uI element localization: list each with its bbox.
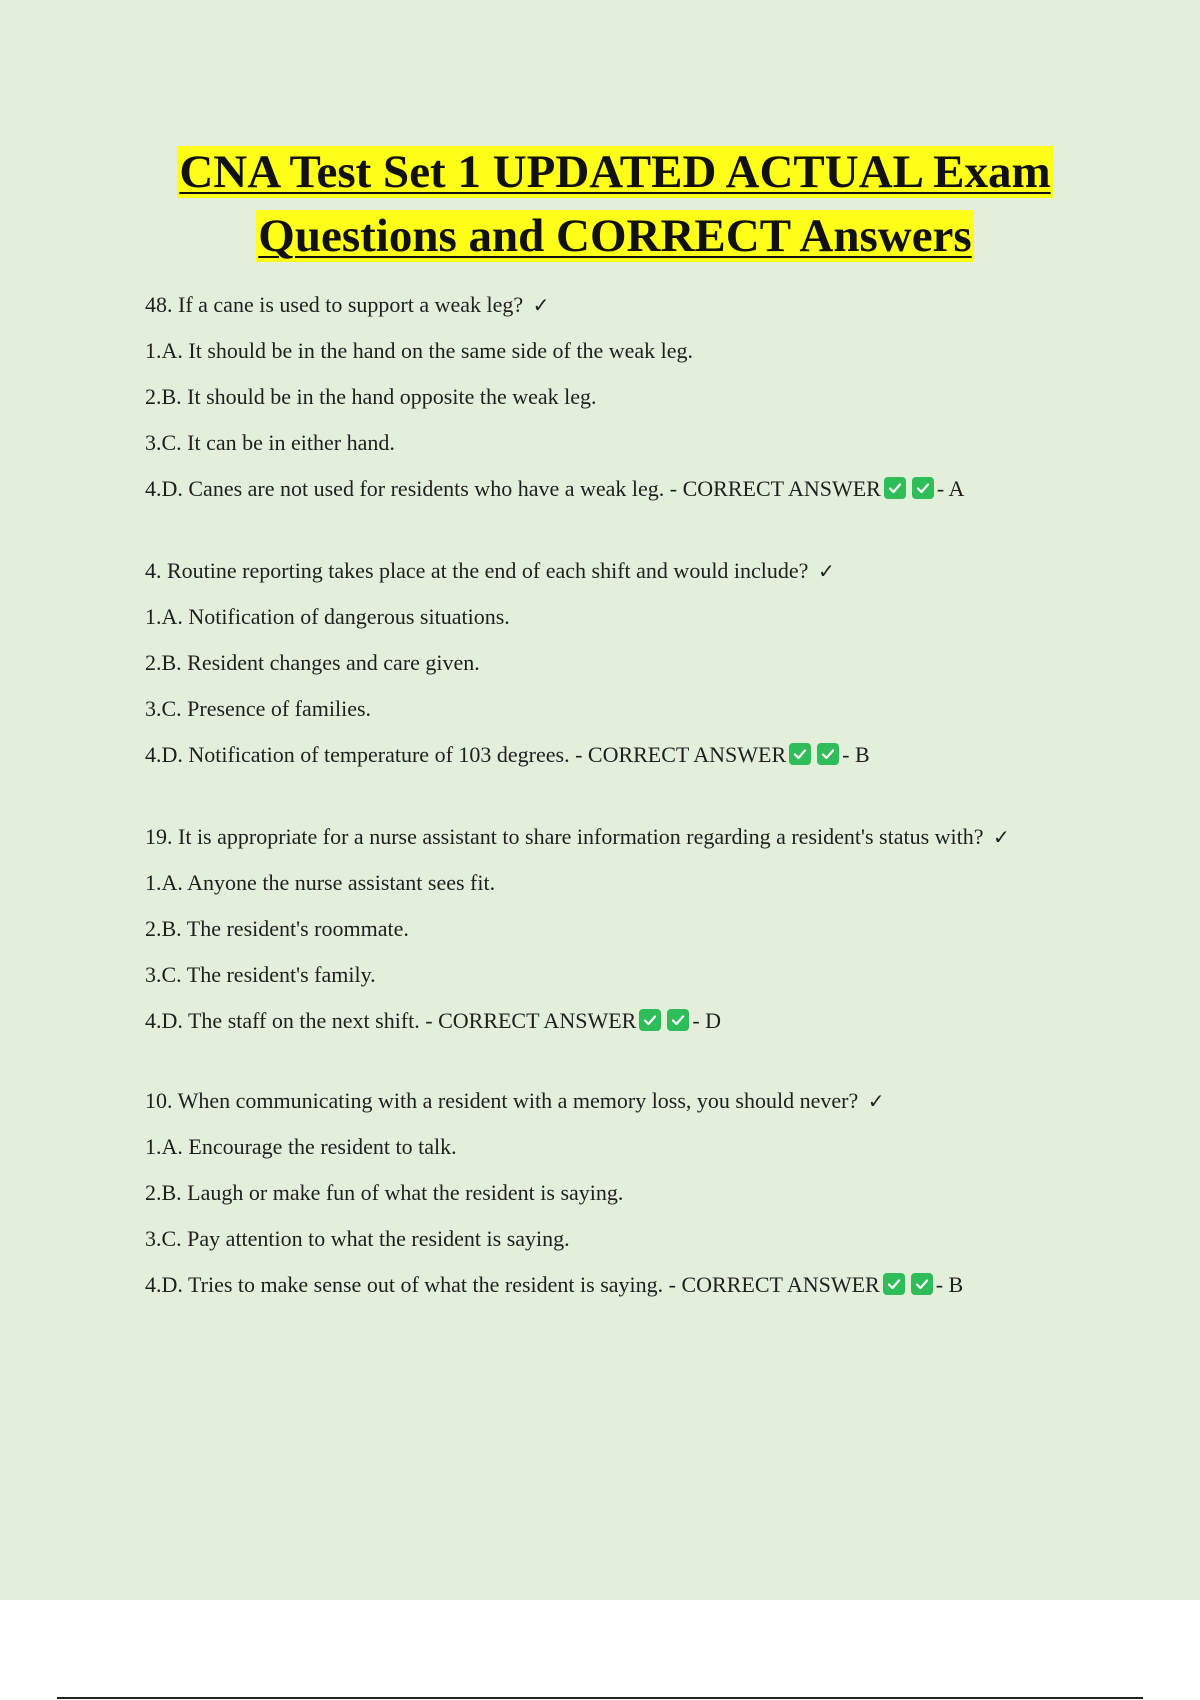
question-label: 10. When communicating with a resident with a memory loss, you should never?	[145, 1088, 859, 1113]
check-box-icon	[789, 743, 811, 765]
option-d-with-answer	[145, 740, 1085, 770]
document-title	[145, 140, 1085, 268]
option-d-with-answer	[145, 1270, 1085, 1300]
question-label: 19. It is appropriate for a nurse assistant to share information regarding a resident's status with?	[145, 824, 984, 849]
question-block-19	[145, 822, 1085, 1036]
check-box-icon	[912, 477, 934, 499]
question-text	[145, 556, 1085, 586]
document-content	[145, 140, 1085, 1352]
question-text	[145, 822, 1085, 852]
question-label: 4. Routine reporting takes place at the end of each shift and would include?	[145, 558, 809, 583]
correct-answer-letter: - A	[936, 476, 965, 501]
correct-answer-letter: - B	[935, 1272, 964, 1297]
checkmark-icon: ✓	[993, 825, 1010, 849]
check-box-icon	[883, 1273, 905, 1295]
option-a: 1.A. It should be in the hand on the same side of the weak leg.	[145, 338, 694, 363]
checkmark-icon: ✓	[817, 559, 835, 583]
option-d-with-answer	[145, 1006, 1085, 1036]
check-box-icon	[911, 1273, 933, 1295]
title-line-2: Questions and CORRECT Answers	[258, 210, 972, 262]
option-c: 3.C. Presence of families.	[145, 696, 372, 721]
option-d: 4.D. Canes are not used for residents who have a weak leg. - CORRECT ANSWER	[145, 476, 881, 501]
checkmark-icon: ✓	[532, 293, 550, 317]
option-b: 2.B. The resident's roommate.	[145, 916, 409, 941]
question-block-4	[145, 556, 1085, 770]
check-box-icon	[639, 1009, 661, 1031]
question-label: 48. If a cane is used to support a weak leg?	[145, 292, 524, 317]
option-c: 3.C. It can be in either hand.	[145, 430, 395, 455]
option-a: 1.A. Anyone the nurse assistant sees fit.	[145, 870, 496, 895]
check-box-icon	[817, 743, 839, 765]
question-block-48	[145, 290, 1085, 504]
option-c: 3.C. Pay attention to what the resident is saying.	[145, 1226, 570, 1251]
question-text	[145, 1086, 1085, 1116]
checkmark-icon: ✓	[867, 1089, 885, 1113]
option-d: 4.D. Tries to make sense out of what the resident is saying. - CORRECT ANSWER	[145, 1272, 880, 1297]
correct-answer-letter: - D	[692, 1008, 722, 1033]
page-divider	[57, 1697, 1143, 1699]
option-c: 3.C. The resident's family.	[145, 962, 376, 987]
check-box-icon	[667, 1009, 689, 1031]
option-b: 2.B. Resident changes and care given.	[145, 650, 480, 675]
option-a: 1.A. Encourage the resident to talk.	[145, 1134, 457, 1159]
option-d: 4.D. Notification of temperature of 103 degrees. - CORRECT ANSWER	[145, 742, 787, 767]
title-line-1: CNA Test Set 1 UPDATED ACTUAL Exam	[179, 146, 1051, 198]
option-d: 4.D. The staff on the next shift. - CORRECT ANSWER	[145, 1008, 637, 1033]
option-b: 2.B. It should be in the hand opposite the weak leg.	[145, 384, 597, 409]
option-b: 2.B. Laugh or make fun of what the resident is saying.	[145, 1180, 624, 1205]
option-d-with-answer	[145, 474, 1085, 504]
check-box-icon	[884, 477, 906, 499]
question-block-10	[145, 1086, 1085, 1300]
correct-answer-letter: - B	[842, 742, 870, 767]
option-a: 1.A. Notification of dangerous situations.	[145, 604, 510, 629]
question-text	[145, 290, 1085, 320]
